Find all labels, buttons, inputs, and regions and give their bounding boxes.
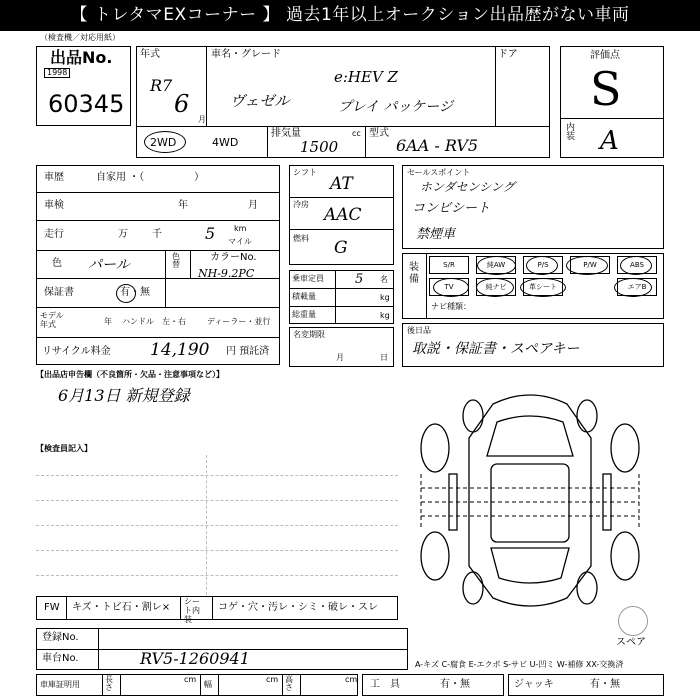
month-unit: 月 — [198, 115, 206, 124]
mileage-sen: 千 — [152, 229, 162, 240]
history-label: 車歴 — [44, 172, 64, 183]
year-month: 6 — [174, 90, 190, 118]
reg-deadline-month: 月 — [336, 353, 344, 362]
mileage-label: 走行 — [44, 229, 64, 240]
color-label: 色 — [52, 258, 62, 269]
equip-airbag: エアB — [617, 278, 657, 296]
displacement-value: 1500 — [300, 138, 339, 156]
inspection-month: 月 — [248, 200, 258, 211]
damage-legend: A-キズ C-腐食 E-エクボ S-サビ U-凹ミ W-補修 XX-交換済 — [415, 660, 624, 669]
equip-alloy-wheel: 純AW — [476, 256, 516, 274]
inspection-year: 年 — [178, 200, 188, 211]
recycle-unit: 円 預託済 — [226, 346, 270, 357]
seat-label: シート内装 — [184, 597, 200, 624]
remarks-label: 【出品店申告欄（不良箇所・欠品・注意事項など）】 — [36, 370, 224, 379]
model-info-year: 年 — [104, 317, 112, 326]
door-label: ドア — [498, 49, 518, 60]
equip-ps: P/S — [523, 256, 563, 274]
model-code-value: 6AA - RV5 — [396, 136, 479, 155]
fw-label: FW — [44, 602, 60, 613]
capacity-label: 乗車定員 — [292, 274, 324, 283]
lot-label: 出品No. — [50, 48, 113, 67]
history-value: 自家用 ・（ ） — [96, 172, 205, 183]
drive-2wd-circle — [144, 131, 186, 153]
equip-navi: 純ナビ — [476, 278, 516, 296]
accessories-value: 取説・保証書・スペアキー — [412, 341, 580, 357]
capacity-value: 5 — [355, 272, 364, 287]
equip-abs: ABS — [617, 256, 657, 274]
cert-height: 高さ — [285, 675, 293, 692]
fuel-value: G — [334, 238, 348, 258]
model-code-label: 型式 — [369, 128, 389, 139]
evaluation-score: S — [590, 62, 622, 116]
recycle-label: リサイクル料金 — [42, 346, 111, 357]
weight-label: 総重量 — [292, 310, 316, 319]
fuel-label: 燃料 — [293, 234, 309, 243]
subheader: （検査機／対応用紙） — [40, 33, 120, 42]
warranty-label: 保証書 — [44, 287, 74, 298]
registration-label: 登録No. — [42, 632, 79, 643]
chassis-label: 車台No. — [42, 653, 79, 664]
interior-label: 内装 — [566, 123, 576, 142]
equip-circle-airbag — [614, 278, 652, 297]
equip-circle-navi — [476, 278, 514, 297]
drive-2wd: 2WD — [150, 136, 177, 149]
capacity-unit: 名 — [380, 275, 388, 284]
spare-label: スペア — [616, 637, 646, 648]
lot-year-tag: 1998 — [44, 68, 70, 78]
inspector-label: 【検査員記入】 — [36, 444, 92, 453]
shift-label: シフト — [293, 168, 317, 177]
equip-tv: TV — [429, 278, 469, 296]
equip-circle-leather — [520, 278, 566, 297]
mileage-value: 5 — [205, 224, 216, 243]
seat-desc: コゲ・穴・汚レ・シミ・破レ・スレ — [218, 602, 378, 613]
year-label: 年式 — [140, 49, 160, 60]
equip-circle-pw — [566, 256, 608, 275]
sales-point-2: コンビシート — [412, 201, 491, 216]
car-name-value: ヴェゼル — [230, 92, 290, 110]
detail-box — [36, 165, 280, 365]
reg-deadline-label: 名変期限 — [293, 330, 325, 339]
model-info-label: モデル年式 — [40, 311, 64, 329]
year-era: R7 — [150, 76, 173, 95]
warranty-options: 有・無 — [120, 287, 150, 298]
color-value: パール — [88, 257, 130, 273]
car-diagram — [405, 378, 655, 618]
grade-line2: プレイ パッケージ — [338, 99, 453, 115]
equip-pw: P/W — [570, 256, 610, 274]
load-label: 積載量 — [292, 292, 316, 301]
shift-value: AT — [330, 174, 353, 194]
reg-deadline-day: 日 — [380, 353, 388, 362]
cert-label: 車庫証明用 — [40, 680, 80, 689]
weight-unit: kg — [380, 311, 390, 320]
accessories-label: 後日品 — [407, 326, 431, 335]
equip-circle-aw — [477, 256, 516, 275]
remarks-value: 6月13日 新規登録 — [58, 386, 190, 405]
cert-cm-2: cm — [266, 675, 279, 684]
mileage-man: 万 — [118, 229, 128, 240]
inspection-label: 車検 — [44, 200, 64, 211]
sales-point-1: ホンダセンシング — [420, 180, 515, 194]
sales-point-3: 禁煙車 — [416, 227, 456, 242]
banner-title: 【 トレタマEXコーナー 】 過去1年以上オークション出品歴がない車両 — [0, 0, 700, 31]
spare-tire-icon — [618, 606, 648, 636]
displacement-label: 排気量 — [271, 128, 301, 139]
chassis-value: RV5-1260941 — [140, 649, 250, 668]
color-code-label: カラーNo. — [210, 252, 257, 263]
mileage-mile: マイル — [228, 237, 252, 246]
car-name-label: 車名・グレード — [211, 49, 281, 60]
model-info-dealer: ディーラー・並行 — [207, 317, 271, 326]
ac-label: 冷房 — [293, 200, 309, 209]
load-unit: kg — [380, 293, 390, 302]
color-change-label: 色替 — [172, 252, 180, 269]
color-code-value: NH-9.2PC — [198, 267, 255, 280]
equip-circle-ps — [526, 256, 558, 275]
cert-length: 長さ — [105, 675, 113, 692]
tools-label: 工 具 — [370, 679, 400, 690]
sales-points-label: セールスポイント — [407, 168, 471, 177]
cc-unit: cc — [352, 129, 361, 138]
model-info-handle: ハンドル 左・右 — [122, 317, 186, 326]
grade-line1: e:HEV Z — [334, 68, 398, 86]
ac-value: AAC — [324, 205, 362, 225]
recycle-value: 14,190 — [150, 340, 210, 360]
equip-circle-tv — [433, 278, 469, 297]
equipment-label: 装備 — [409, 262, 419, 285]
tools-options: 有・無 — [440, 679, 470, 690]
cert-width: 幅 — [204, 680, 212, 689]
interior-score: A — [600, 126, 619, 156]
equip-leather: 革シート — [523, 278, 563, 296]
cert-cm-1: cm — [184, 675, 197, 684]
drive-4wd: 4WD — [212, 136, 239, 149]
evaluation-label: 評価点 — [590, 50, 620, 61]
equip-sr: S/R — [429, 256, 469, 274]
jack-label: ジャッキ — [514, 679, 554, 690]
mileage-km: km — [234, 224, 247, 233]
cert-cm-3: cm — [345, 675, 358, 684]
fw-desc: キズ・トビ石・割レ× — [72, 602, 171, 613]
navi-type-label: ナビ種類： — [431, 302, 471, 311]
warranty-selected-circle — [116, 284, 136, 303]
equip-circle-abs — [620, 256, 652, 275]
jack-options: 有・無 — [590, 679, 620, 690]
cert-row — [36, 674, 358, 696]
lot-number: 60345 — [48, 90, 125, 118]
